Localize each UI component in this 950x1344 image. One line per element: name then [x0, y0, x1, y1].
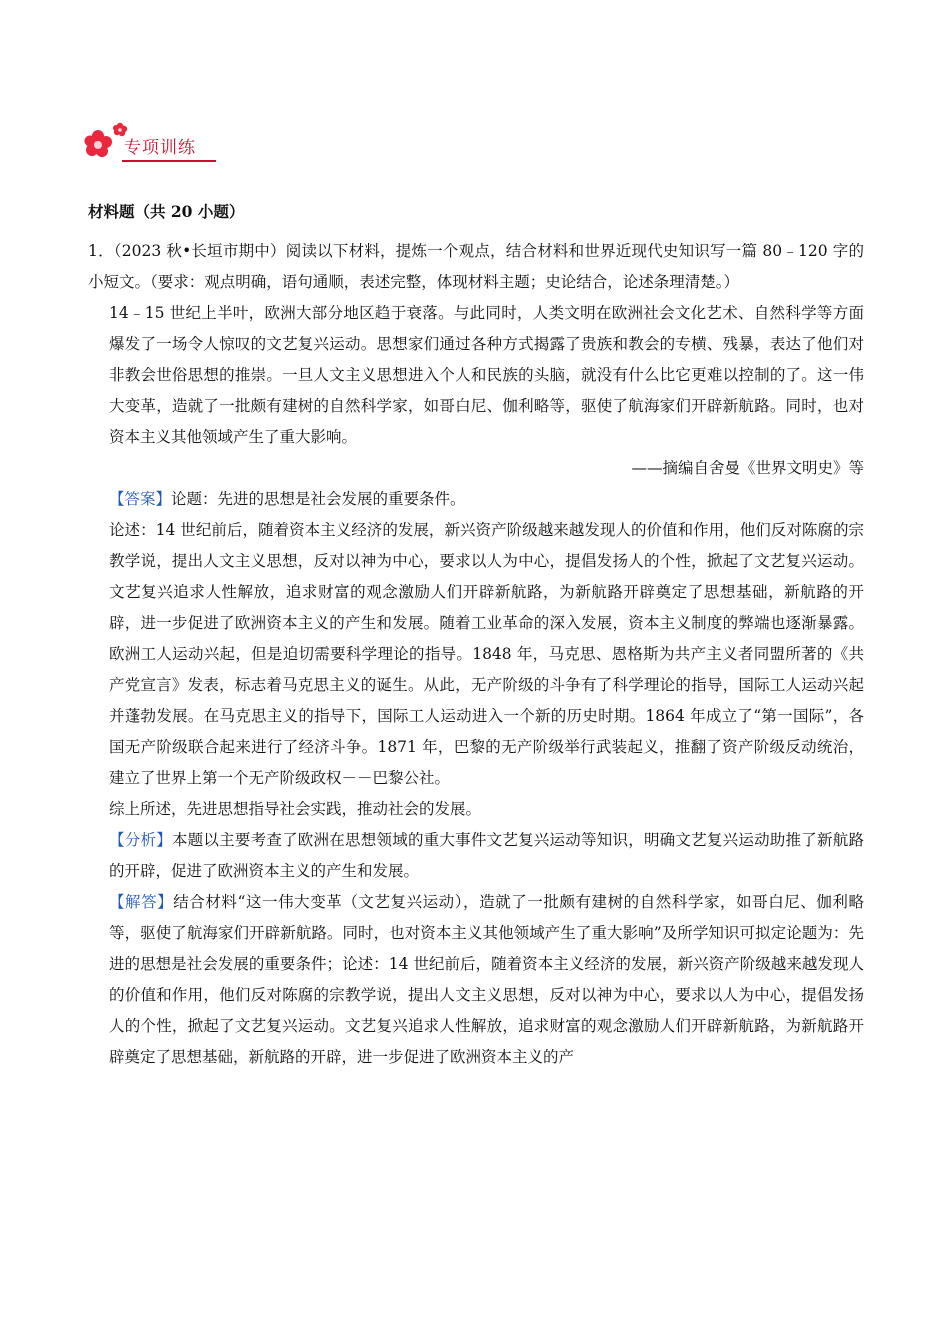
section-title: 材料题（共 20 小题）	[88, 202, 245, 221]
solution-tag: 【解答】	[109, 893, 174, 911]
header-underline	[122, 160, 216, 162]
question-prompt-text: （2023 秋•长垣市期中）阅读以下材料，提炼一个观点，结合材料和世界近现代史知识写一篇 80﹣120 字的小短文。（要求：观点明确，语句通顺，表述完整，体现材料主题；史论结合，论述条理清楚。）	[88, 242, 864, 291]
solution-block	[88, 887, 864, 1073]
answer-tag: 【答案】	[109, 490, 172, 508]
question-material: 14﹣15 世纪上半叶，欧洲大部分地区趋于衰落。与此同时，人类文明在欧洲社会文化艺术、自然科学等方面爆发了一场令人惊叹的文艺复兴运动。思想家们通过各种方式揭露了贵族和教会的专横、残暴，表达了他们对非教会世俗思想的推崇。一旦人文主义思想进入个人和民族的头脑，就没有什么比它更难以控制的了。这一伟大变革，造就了一批颇有建树的自然科学家，如哥白尼、伽利略等，驱使了航海家们开辟新航路。同时，也对资本主义其他领域产生了重大影响。	[109, 304, 864, 446]
analysis-paragraph	[109, 825, 864, 887]
question-content	[88, 236, 864, 1073]
answer-thesis-text: 论题：先进的思想是社会发展的重要条件。	[171, 490, 466, 508]
question-number: 1．	[88, 242, 114, 260]
answer-thesis	[109, 484, 864, 515]
answer-block	[88, 484, 864, 825]
analysis-text: 本题以主要考查了欧洲在思想领域的重大事件文艺复兴运动等知识，明确文艺复兴运动助推了新航路的开辟，促进了欧洲资本主义的产生和发展。	[109, 831, 864, 880]
solution-paragraph	[109, 887, 864, 1073]
section-header	[84, 118, 219, 164]
analysis-block	[88, 825, 864, 887]
header-title: 专项训练	[124, 138, 196, 158]
answer-conclusion: 综上所述，先进思想指导社会实践，推动社会的发展。	[109, 800, 482, 818]
analysis-tag: 【分析】	[109, 831, 172, 849]
answer-argument: 论述：14 世纪前后，随着资本主义经济的发展，新兴资产阶级越来越发现人的价值和作用，他们反对陈腐的宗教学说，提出人文主义思想，反对以神为中心，要求以人为中心，提倡发扬人的个性，掀起了文艺复兴运动。文艺复兴追求人性解放，追求财富的观念激励人们开辟新航路，为新航路开辟奠定了思想基础，新航路的开辟，进一步促进了欧洲资本主义的产生和发展。随着工业革命的深入发展，资本主义制度的弊端也逐渐暴露。欧洲工人运动兴起，但是迫切需要科学理论的指导。1848 年，马克思、恩格斯为共产主义者同盟所著的《共产党宣言》发表，标志着马克思主义的诞生。从此，无产阶级的斗争有了科学理论的指导，国际工人运动兴起并蓬勃发展。在马克思主义的指导下，国际工人运动进入一个新的历史时期。1864 年成立了“第一国际”，各国无产阶级联合起来进行了经济斗争。1871 年，巴黎的无产阶级举行武装起义，推翻了资产阶级反动统治，建立了世界上第一个无产阶级政权－－巴黎公社。	[109, 521, 864, 787]
material-source: ——摘编自舍曼《世界文明史》等	[631, 459, 864, 477]
question-prompt	[88, 236, 864, 298]
solution-text: 结合材料“这一伟大变革（文艺复兴运动），造就了一批颇有建树的自然科学家，如哥白尼、伽利略等，驱使了航海家们开辟新航路。同时，也对资本主义其他领域产生了重大影响”及所学知识可拟定论题为：先进的思想是社会发展的重要条件；论述：14 世纪前后，随着资本主义经济的发展，新兴资产阶级越来越发现人的价值和作用，他们反对陈腐的宗教学说，提出人文主义思想，反对以神为中心，要求以人为中心，提倡发扬人的个性，掀起了文艺复兴运动。文艺复兴追求人性解放，追求财富的观念激励人们开辟新航路，为新航路开辟奠定了思想基础，新航路的开辟，进一步促进了欧洲资本主义的产	[109, 893, 864, 1066]
